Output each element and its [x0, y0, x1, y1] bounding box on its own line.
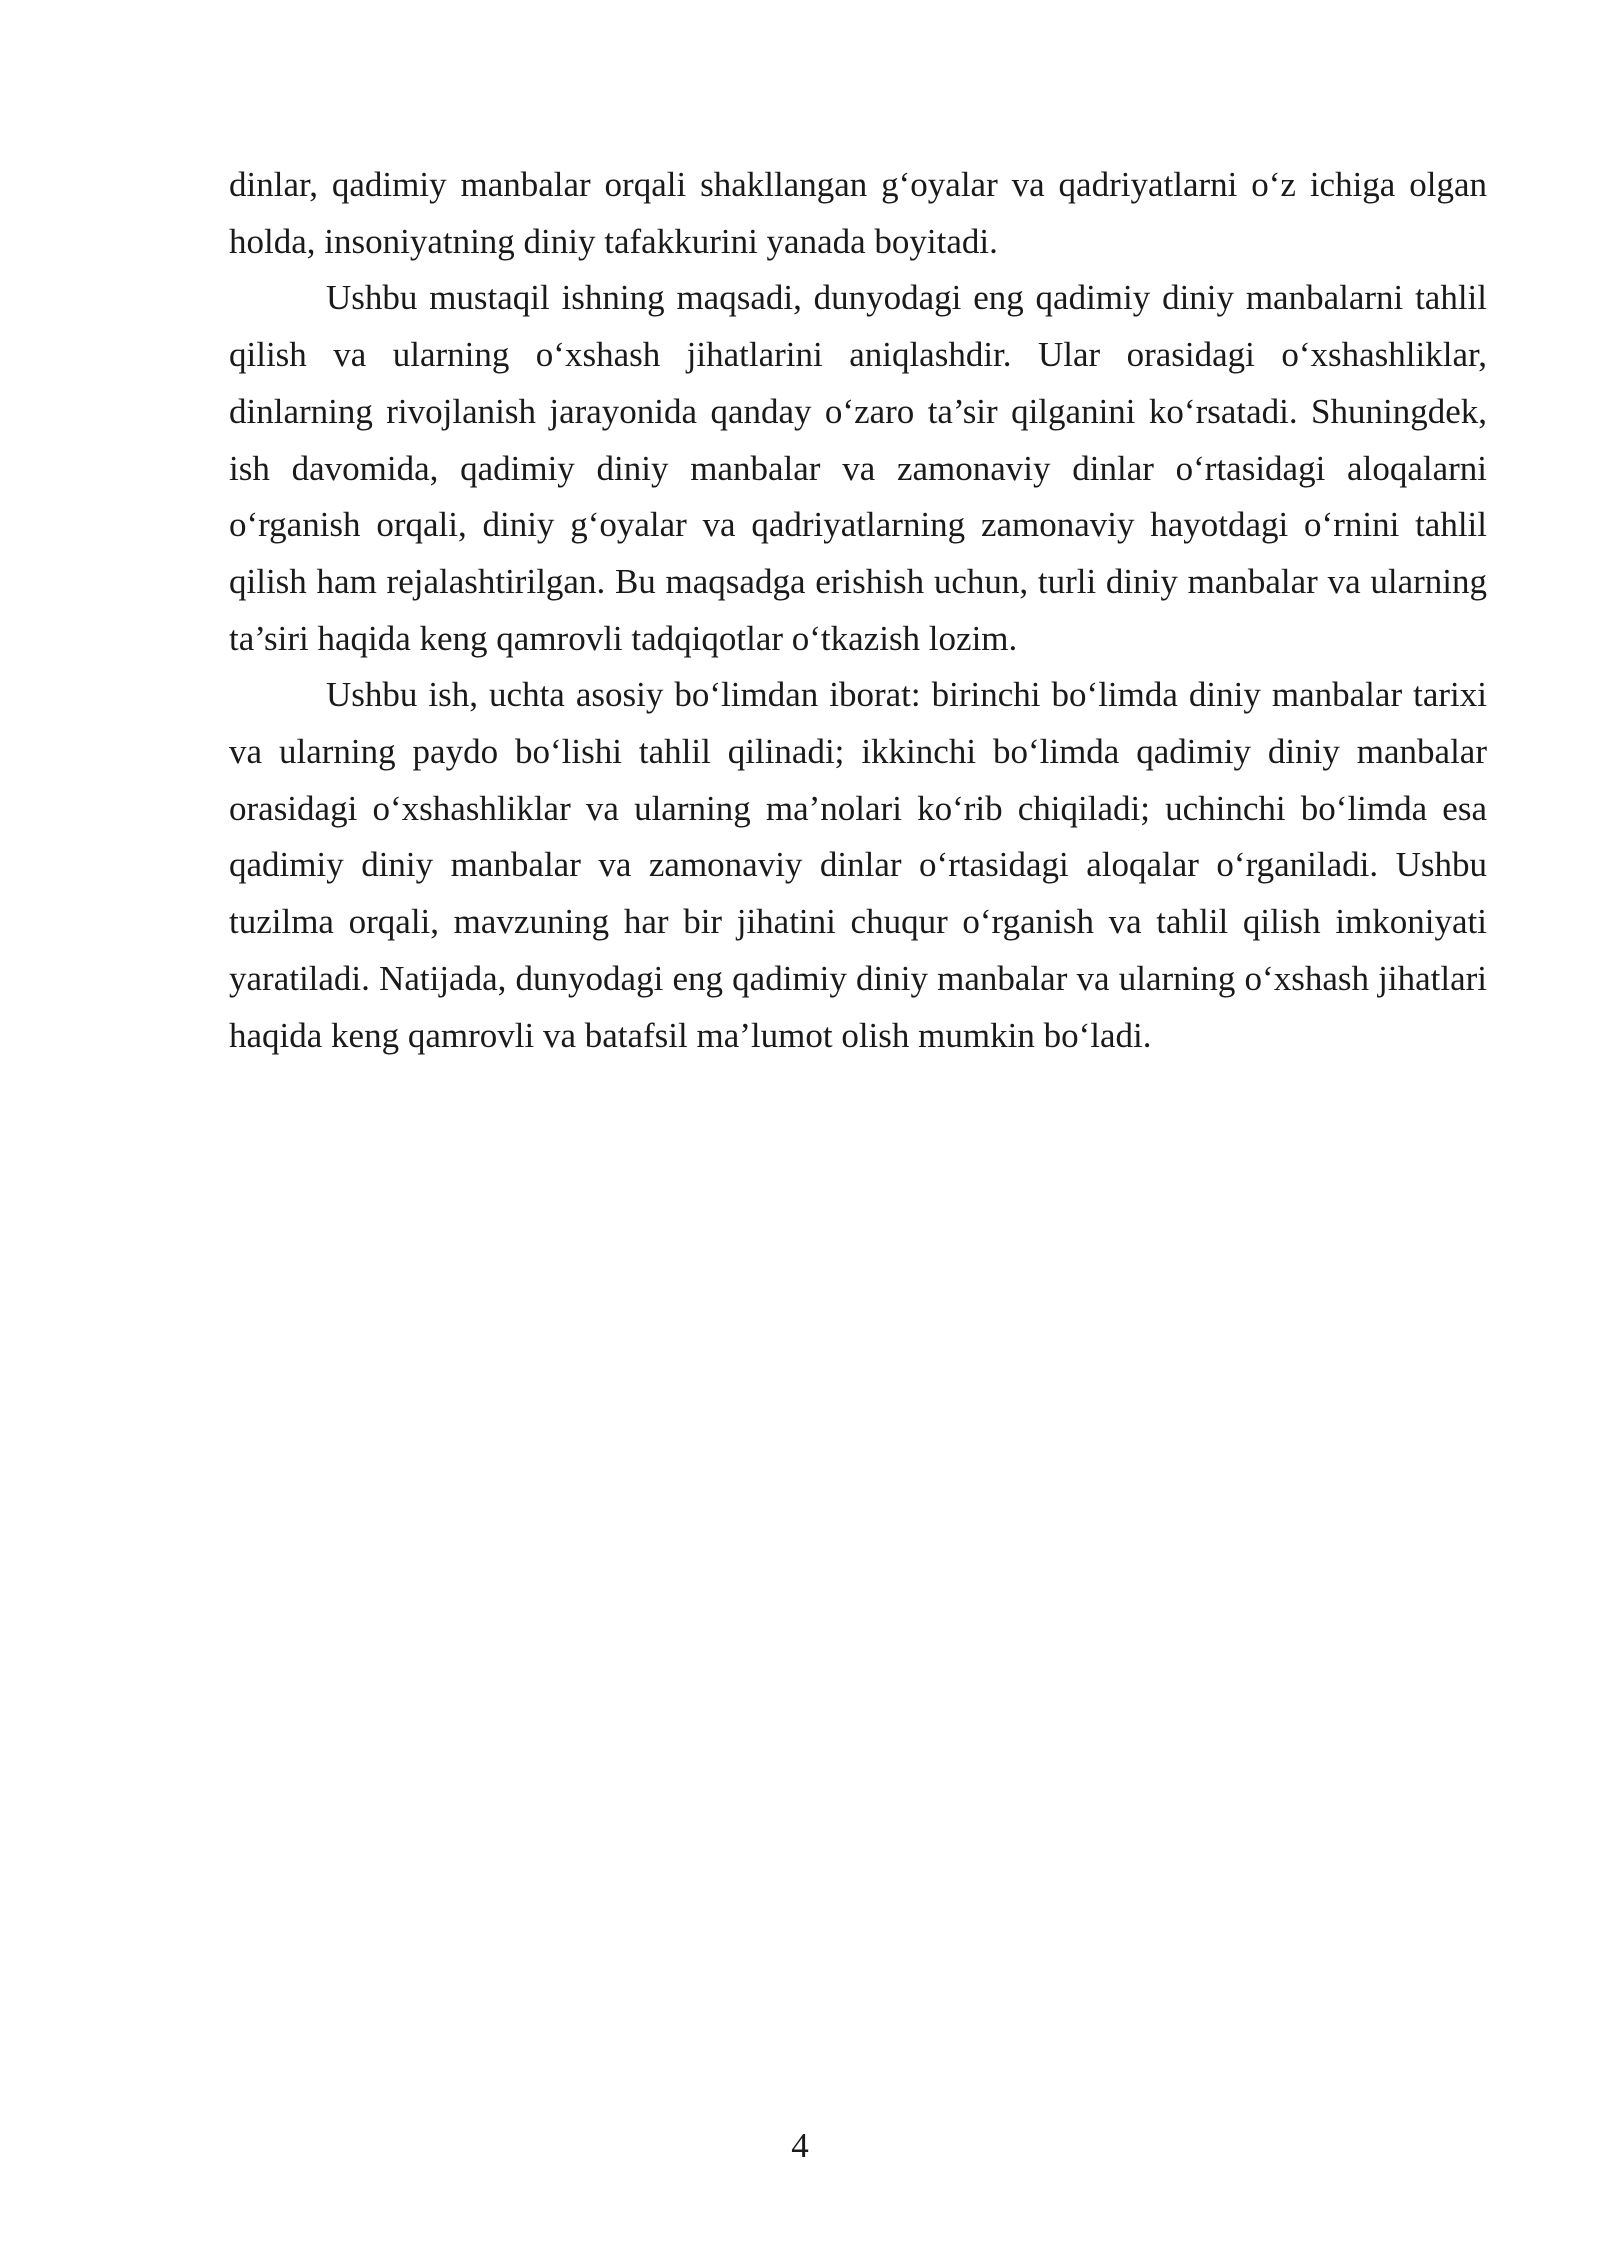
paragraph-purpose: Ushbu mustaqil ishning maqsadi, dunyodagi eng qadimiy diniy manbalarni tahlil qilish va ularning o‘xshash jihatlarini aniqlashdir. Ular orasidagi o‘xshashliklar, dinlarning rivojlanish jarayonida qanday o‘zaro ta’sir qilganini ko‘rsatadi. Shuningdek, ish davomida, qadimiy diniy manbalar va zamonaviy dinlar o‘rtasidagi aloqalarni o‘rganish orqali, diniy g‘oyalar va qadriyatlarning zamonaviy hayotdagi o‘rnini tahlil qilish ham rejalashtirilgan. Bu maqsadga erishish uchun, turli diniy manbalar va ularning ta’siri haqida keng qamrovli tadqiqotlar o‘tkazish lozim.: [229, 278, 1487, 658]
body-text: [229, 157, 1487, 1064]
paragraph-continuation: dinlar, qadimiy manbalar orqali shakllangan g‘oyalar va qadriyatlarni o‘z ichiga olgan holda, insoniyatning diniy tafakkurini yanada boyitadi.: [229, 165, 1487, 261]
page-number: 4: [791, 2126, 809, 2165]
paragraph-structure: Ushbu ish, uchta asosiy bo‘limdan iborat: birinchi bo‘limda diniy manbalar tarixi va ularning paydo bo‘lishi tahlil qilinadi; ikkinchi bo‘limda qadimiy diniy manbalar orasidagi o‘xshashliklar va ularning ma’nolari ko‘rib chiqiladi; uchinchi bo‘limda esa qadimiy diniy manbalar va zamonaviy dinlar o‘rtasidagi aloqalar o‘rganiladi. Ushbu tuzilma orqali, mavzuning har bir jihatini chuqur o‘rganish va tahlil qilish imkoniyati yaratiladi. Natijada, dunyodagi eng qadimiy diniy manbalar va ularning o‘xshash jihatlari haqida keng qamrovli va batafsil ma’lumot olish mumkin bo‘ladi.: [229, 675, 1487, 1055]
